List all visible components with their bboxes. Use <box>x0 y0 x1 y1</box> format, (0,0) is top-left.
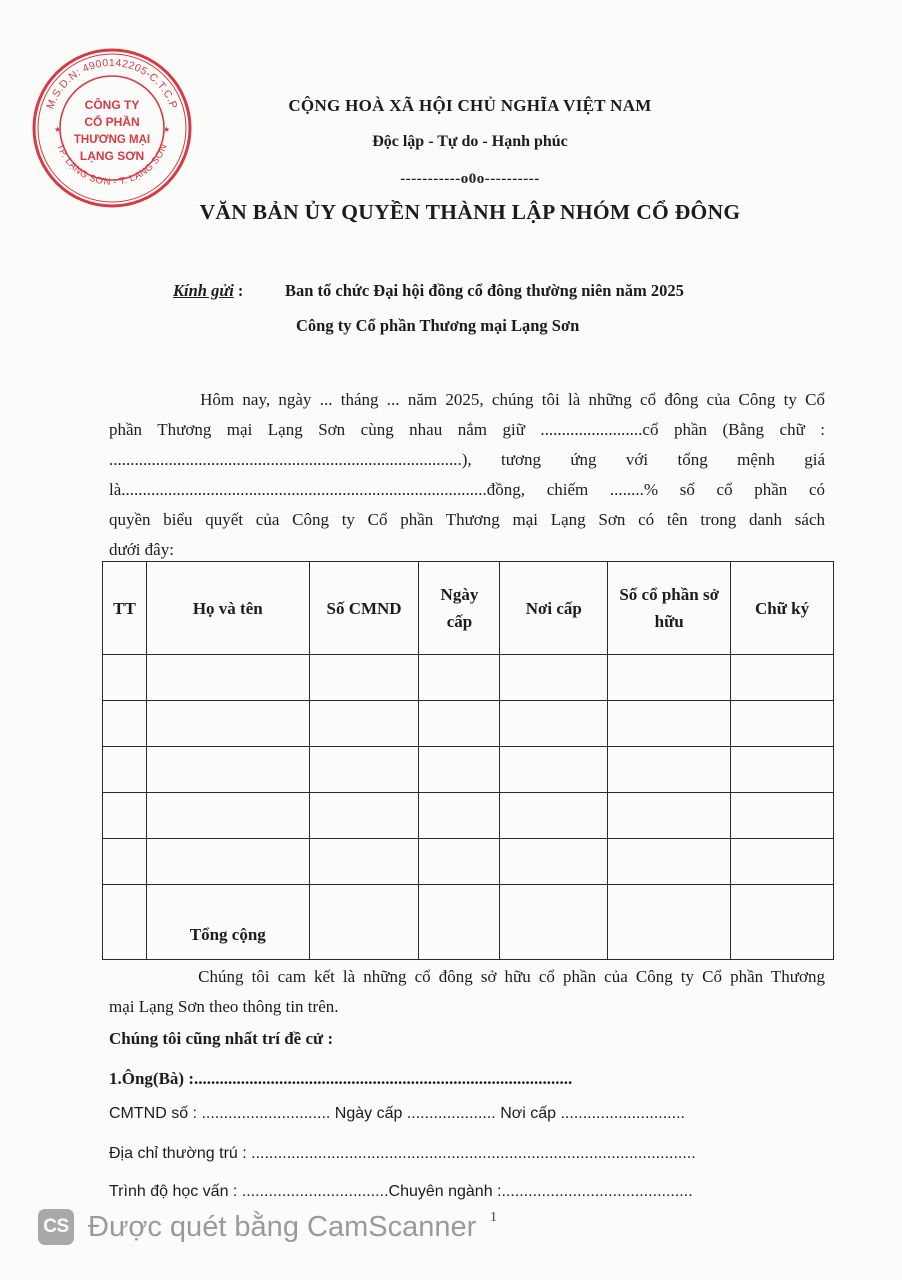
col-header-issue-date <box>419 562 500 655</box>
table-cell[interactable] <box>419 747 500 793</box>
recipient-label <box>173 281 243 301</box>
table-cell[interactable] <box>608 839 731 885</box>
intro-line: phần Thương mại Lạng Sơn cùng nhau nắm giữ ........................cổ phần (Bằng chữ : <box>109 420 825 439</box>
table-cell[interactable] <box>731 885 834 960</box>
table-cell[interactable] <box>608 747 731 793</box>
table-cell[interactable] <box>103 655 147 701</box>
representative-education-line[interactable]: Trình độ học vấn : .................................Chuyên ngành :........................................... <box>109 1183 693 1200</box>
col-header-tt: TT <box>103 562 147 655</box>
recipient-label-text: Kính gửi <box>173 281 234 300</box>
commit-line: mại Lạng Sơn theo thông tin trên. <box>109 997 339 1016</box>
representative-name-line[interactable]: 1.Ông(Bà) :......................................................................................... <box>109 1069 573 1088</box>
table-cell[interactable] <box>419 885 500 960</box>
table-cell[interactable] <box>309 655 419 701</box>
table-cell[interactable] <box>419 701 500 747</box>
representative-id-line[interactable]: CMTND số : ............................. Ngày cấp .................... Nơi cấp ............................ <box>109 1105 685 1122</box>
watermark-text: Được quét bằng CamScanner <box>88 1210 477 1243</box>
table-cell[interactable] <box>500 655 608 701</box>
table-cell[interactable] <box>103 701 147 747</box>
table-cell[interactable] <box>309 885 419 960</box>
table-cell[interactable] <box>608 701 731 747</box>
nation-heading: CỘNG HOÀ XÃ HỘI CHỦ NGHĨA VIỆT NAM <box>288 96 652 115</box>
table-row <box>103 793 834 839</box>
stamp-line: CÔNG TY <box>84 98 140 112</box>
table-cell[interactable] <box>103 793 147 839</box>
shareholder-table <box>102 561 834 960</box>
table-cell[interactable] <box>731 839 834 885</box>
table-cell[interactable] <box>500 701 608 747</box>
representative-address-line[interactable]: Địa chỉ thường trú : .................................................................................................... <box>109 1145 696 1162</box>
table-cell[interactable] <box>146 747 309 793</box>
page-number: 1 <box>490 1210 497 1225</box>
stamp-bottom-text: TP. LẠNG SƠN - T. LẠNG SƠN <box>54 142 170 188</box>
col-header-issue-date-text: Ngày cấp <box>440 585 479 631</box>
table-cell[interactable] <box>309 701 419 747</box>
table-row <box>103 839 834 885</box>
table-cell[interactable] <box>309 839 419 885</box>
recipient-line-2: Công ty Cổ phần Thương mại Lạng Sơn <box>296 316 580 335</box>
table-cell[interactable] <box>608 793 731 839</box>
table-row <box>103 701 834 747</box>
header-divider: -----------o0o---------- <box>400 171 540 187</box>
stamp-ring-text: M.S.D.N: 4900142205-C.T.C.P <box>44 57 180 111</box>
table-cell[interactable] <box>731 655 834 701</box>
nomination-heading: Chúng tôi cũng nhất trí đề cử : <box>109 1029 334 1048</box>
table-cell[interactable] <box>500 839 608 885</box>
commit-line: Chúng tôi cam kết là những cổ đông sở hữu cổ phần của Công ty Cổ phần Thương <box>109 967 825 986</box>
table-cell[interactable] <box>103 747 147 793</box>
recipient-label-colon: : <box>233 281 244 300</box>
total-label: Tổng cộng <box>146 885 309 960</box>
col-header-name: Họ và tên <box>146 562 309 655</box>
stamp-seal-icon <box>30 46 194 210</box>
table-cell[interactable] <box>419 839 500 885</box>
stamp-star-icon: ★ <box>163 125 171 134</box>
col-header-shares-owned-text: Số cổ phần sở hữu <box>619 585 719 631</box>
camscanner-watermark <box>38 1205 476 1249</box>
table-row <box>103 655 834 701</box>
table-cell[interactable] <box>309 747 419 793</box>
col-header-issue-place: Nơi cấp <box>500 562 608 655</box>
stamp-star-icon: ★ <box>54 125 62 134</box>
table-cell <box>103 885 147 960</box>
col-header-shares-owned <box>608 562 731 655</box>
table-cell[interactable] <box>608 655 731 701</box>
commitment-paragraph <box>109 962 825 1022</box>
table-cell[interactable] <box>500 793 608 839</box>
table-cell[interactable] <box>500 747 608 793</box>
intro-paragraph <box>109 385 825 565</box>
table-cell[interactable] <box>419 655 500 701</box>
table-header-row <box>103 562 834 655</box>
stamp-line: LẠNG SƠN <box>79 149 145 163</box>
table-total-row <box>103 885 834 960</box>
document-title: VĂN BẢN ỦY QUYỀN THÀNH LẬP NHÓM CỔ ĐÔNG <box>199 200 741 224</box>
recipient-line-1: Ban tổ chức Đại hội đồng cổ đông thường niên năm 2025 <box>285 281 684 300</box>
intro-line: dưới đây: <box>109 540 174 559</box>
intro-line: Hôm nay, ngày ... tháng ... năm 2025, chúng tôi là những cổ đông của Công ty Cổ <box>109 390 825 409</box>
stamp-line: THƯƠNG MẠI <box>73 134 151 146</box>
company-stamp <box>30 46 194 210</box>
intro-line: là......................................................................................đồng, chiếm ........% số cổ phần có <box>109 480 825 499</box>
table-cell[interactable] <box>309 793 419 839</box>
table-cell[interactable] <box>500 885 608 960</box>
intro-line: ...................................................................................), tương ứng với tổng mệnh giá <box>109 450 825 469</box>
table-cell[interactable] <box>419 793 500 839</box>
table-cell[interactable] <box>731 701 834 747</box>
table-row <box>103 747 834 793</box>
table-cell[interactable] <box>731 747 834 793</box>
table-cell[interactable] <box>146 839 309 885</box>
table-cell[interactable] <box>146 793 309 839</box>
table-cell[interactable] <box>146 655 309 701</box>
camscanner-logo-icon: CS <box>38 1209 74 1245</box>
motto-heading: Độc lập - Tự do - Hạnh phúc <box>372 133 568 150</box>
col-header-signature: Chữ ký <box>731 562 834 655</box>
table-cell[interactable] <box>731 793 834 839</box>
intro-line: quyền biểu quyết của Công ty Cổ phần Thương mại Lạng Sơn có tên trong danh sách <box>109 510 825 529</box>
col-header-id-number: Số CMND <box>309 562 419 655</box>
stamp-line: CỔ PHẦN <box>84 115 140 129</box>
table-cell[interactable] <box>608 885 731 960</box>
table-cell[interactable] <box>103 839 147 885</box>
table-cell[interactable] <box>146 701 309 747</box>
